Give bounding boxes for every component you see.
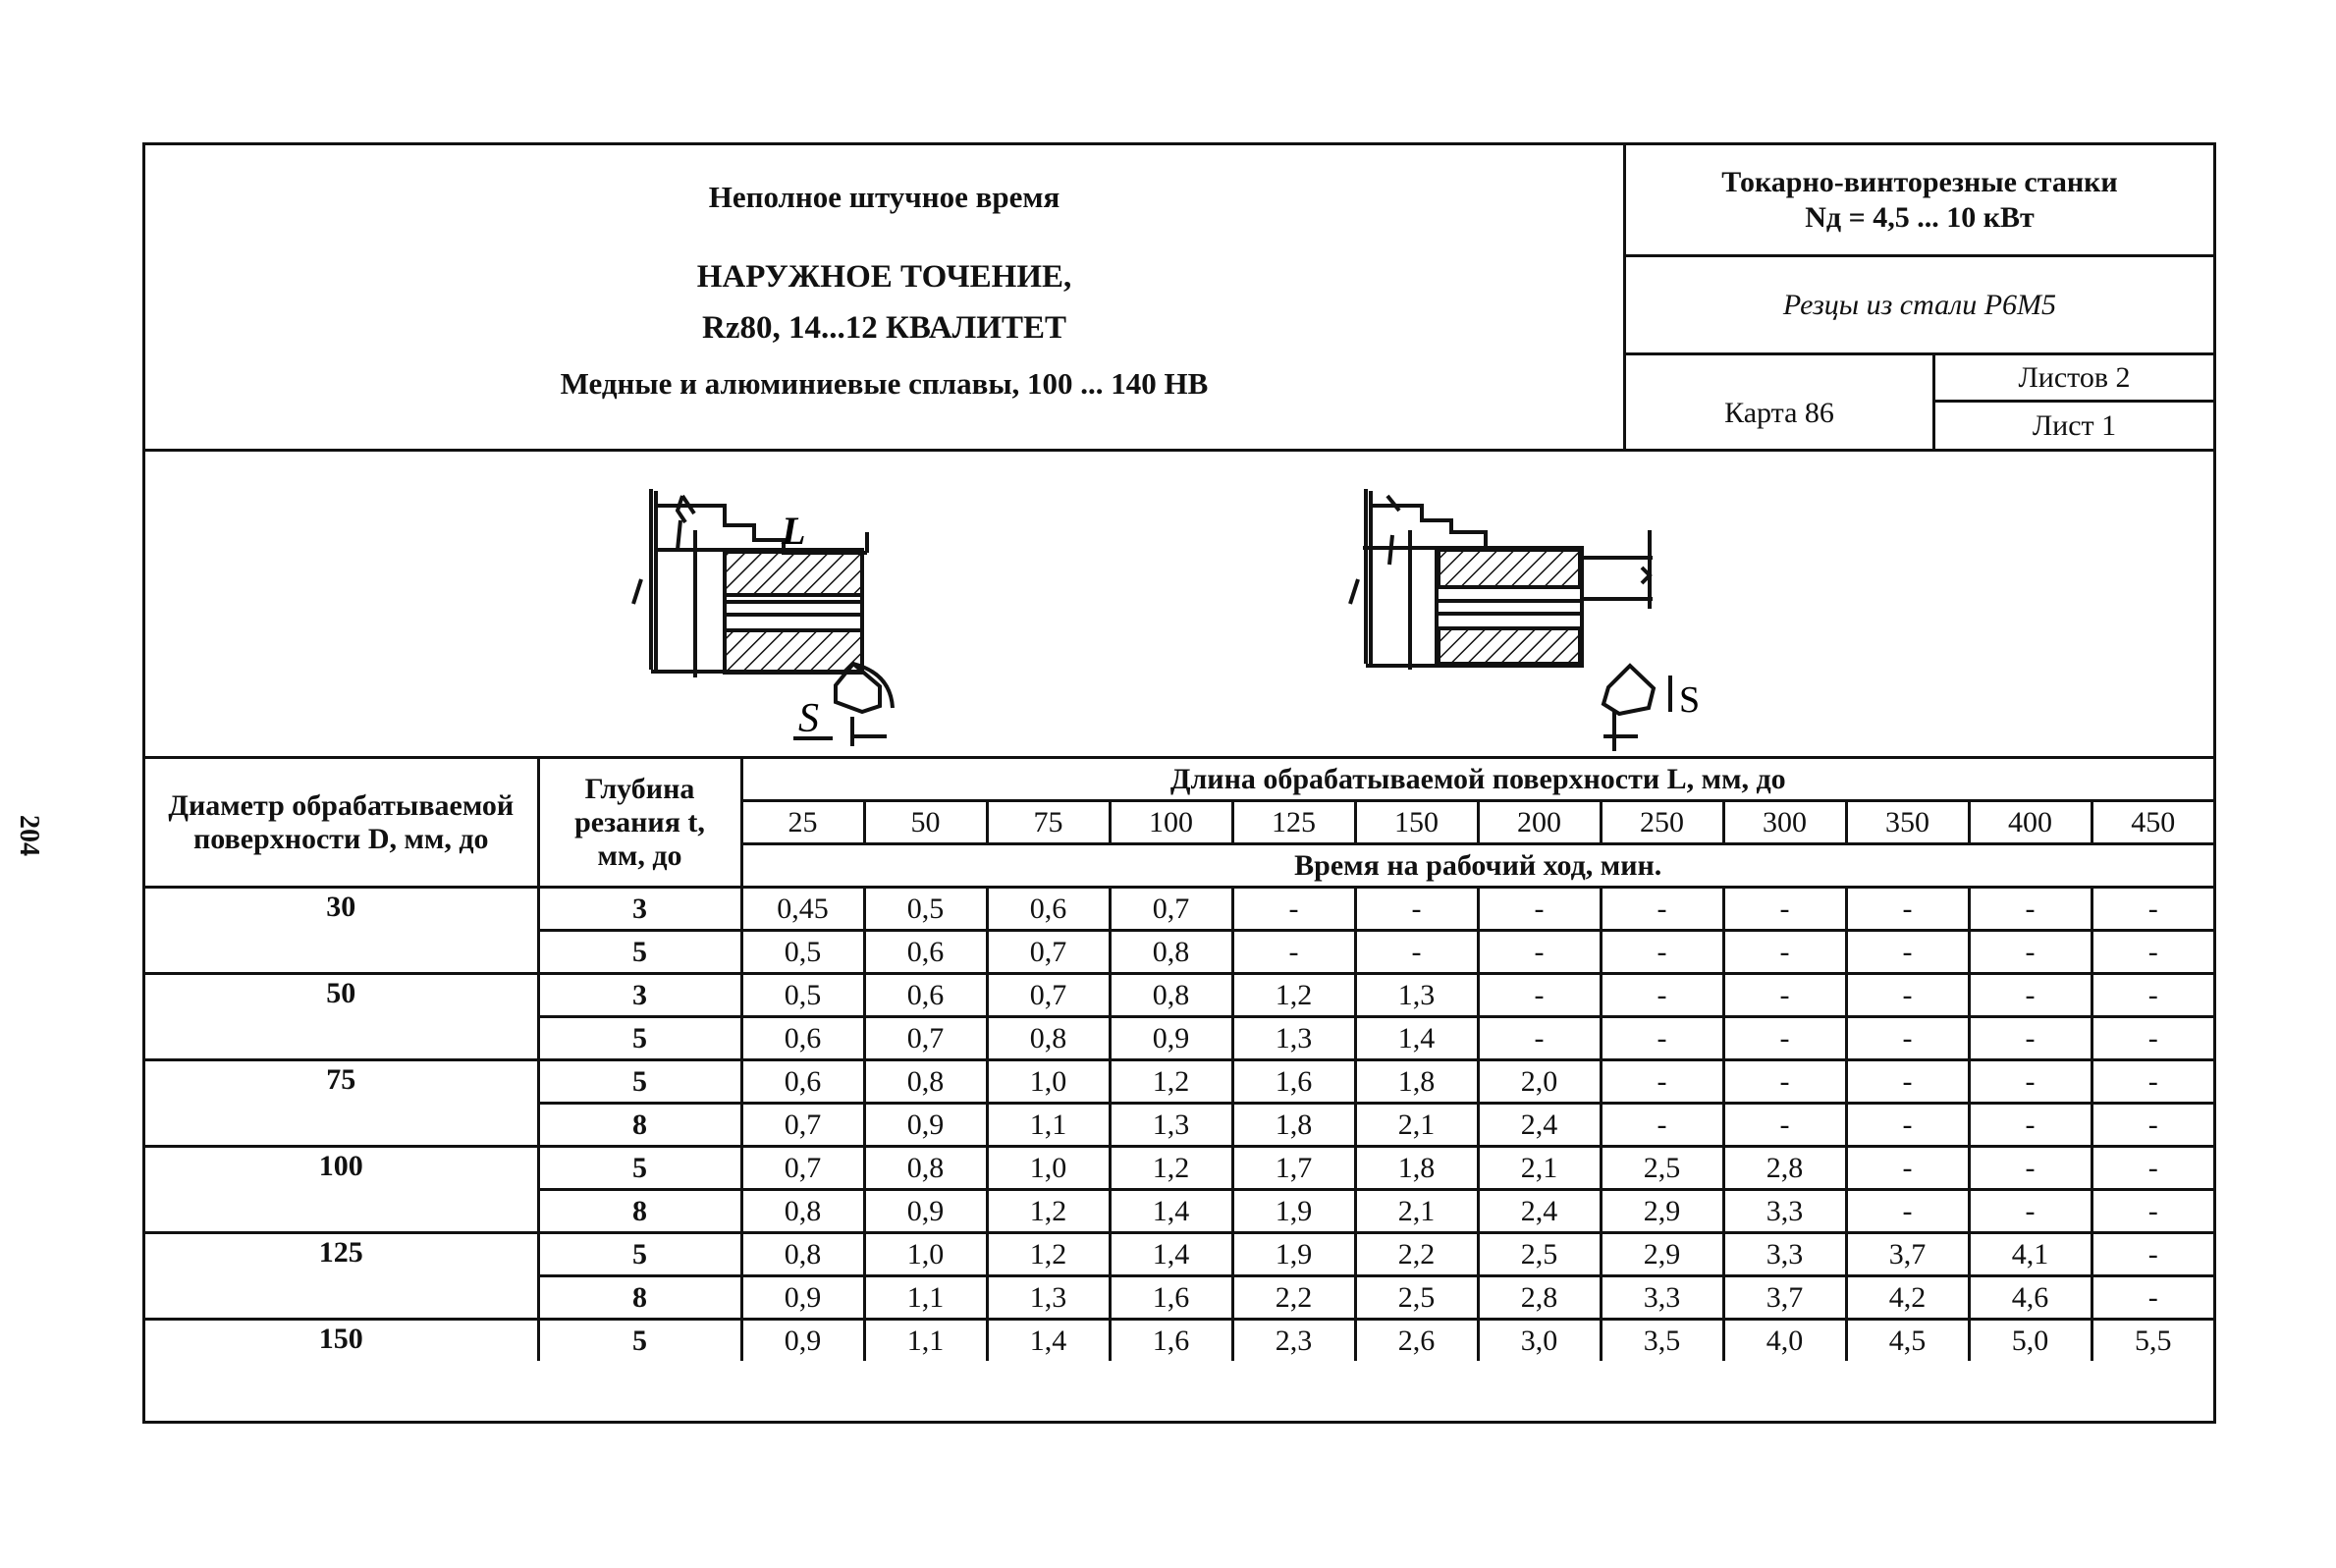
time-cell: 0,9 — [864, 1104, 987, 1147]
length-value: 300 — [1723, 801, 1846, 844]
length-value: 450 — [2092, 801, 2213, 844]
time-cell: 0,8 — [741, 1190, 864, 1233]
time-cell: 2,8 — [1723, 1147, 1846, 1190]
depth-cell: 3 — [538, 888, 741, 931]
depth-cell: 5 — [538, 1017, 741, 1060]
sketch-label-s1: S — [798, 696, 819, 741]
time-cell: - — [1478, 888, 1601, 931]
time-cell: 1,3 — [987, 1276, 1110, 1320]
time-cell: - — [1355, 888, 1478, 931]
time-cell: 1,1 — [987, 1104, 1110, 1147]
time-cell: 1,6 — [1110, 1320, 1232, 1362]
depth-cell: 3 — [538, 974, 741, 1017]
length-value: 125 — [1232, 801, 1355, 844]
time-cell: - — [2092, 1147, 2213, 1190]
diameter-cell: 50 — [145, 974, 538, 1060]
time-cell: 1,3 — [1355, 974, 1478, 1017]
sketch-right — [1350, 489, 1670, 751]
time-cell: - — [1969, 974, 2092, 1017]
length-value: 100 — [1110, 801, 1232, 844]
time-cell: 3,5 — [1601, 1320, 1723, 1362]
time-cell: 2,5 — [1601, 1147, 1723, 1190]
machining-sketch — [145, 452, 2213, 759]
time-cell: 1,6 — [1232, 1060, 1355, 1104]
time-cell: 4,5 — [1846, 1320, 1969, 1362]
length-value: 350 — [1846, 801, 1969, 844]
depth-cell: 8 — [538, 1276, 741, 1320]
time-cell: 0,7 — [864, 1017, 987, 1060]
depth-cell: 5 — [538, 1147, 741, 1190]
time-cell: - — [1601, 888, 1723, 931]
machine-cell — [1626, 145, 2213, 257]
sheets-count: Листов 2 — [1935, 355, 2213, 403]
time-cell: - — [1601, 974, 1723, 1017]
table-header-row — [145, 759, 2213, 801]
title-line-1: Неполное штучное время — [708, 180, 1060, 214]
time-cell: 1,4 — [1355, 1017, 1478, 1060]
time-cell: - — [1969, 1017, 2092, 1060]
time-cell: 0,8 — [987, 1017, 1110, 1060]
time-cell: 0,6 — [987, 888, 1110, 931]
time-cell: - — [2092, 888, 2213, 931]
time-cell: 0,7 — [1110, 888, 1232, 931]
time-cell: 2,5 — [1478, 1233, 1601, 1276]
time-cell: - — [1969, 888, 2092, 931]
time-cell: 0,7 — [987, 974, 1110, 1017]
time-cell: 1,0 — [987, 1147, 1110, 1190]
depth-cell: 8 — [538, 1104, 741, 1147]
time-cell: - — [1846, 1060, 1969, 1104]
time-cell: 0,6 — [741, 1017, 864, 1060]
length-header: Длина обрабатываемой поверхности L, мм, до — [741, 759, 2213, 801]
table-row — [145, 1233, 2213, 1276]
time-cell: 5,0 — [1969, 1320, 2092, 1362]
sketch-left — [633, 489, 893, 746]
sheet-number: Лист 1 — [2032, 409, 2117, 442]
time-cell: - — [1846, 1147, 1969, 1190]
table-row — [145, 1147, 2213, 1190]
card-number: Карта 86 — [1626, 355, 1935, 449]
sketch-label-s2: S — [1679, 679, 1701, 721]
time-cell: 3,0 — [1478, 1320, 1601, 1362]
depth-cell: 5 — [538, 1233, 741, 1276]
time-cell: 1,1 — [864, 1320, 987, 1362]
time-cell: - — [1846, 1190, 1969, 1233]
time-cell: - — [1969, 931, 2092, 974]
time-cell: - — [2092, 974, 2213, 1017]
time-cell: 0,8 — [864, 1060, 987, 1104]
time-cell: - — [2092, 1017, 2213, 1060]
diameter-cell: 75 — [145, 1060, 538, 1147]
time-header: Время на рабочий ход, мин. — [741, 844, 2213, 888]
time-cell: 2,9 — [1601, 1233, 1723, 1276]
time-cell: 2,1 — [1478, 1147, 1601, 1190]
time-cell: 0,5 — [741, 974, 864, 1017]
time-cell: - — [1723, 974, 1846, 1017]
title-block — [145, 145, 1626, 452]
table-row — [145, 974, 2213, 1017]
time-cell: 3,7 — [1846, 1233, 1969, 1276]
time-cell: - — [1478, 974, 1601, 1017]
time-cell: - — [1723, 888, 1846, 931]
time-cell: - — [1723, 931, 1846, 974]
time-cell: 0,8 — [741, 1233, 864, 1276]
time-cell: - — [2092, 1060, 2213, 1104]
time-cell: - — [1723, 1060, 1846, 1104]
time-cell: 1,2 — [1110, 1147, 1232, 1190]
time-cell: 2,9 — [1601, 1190, 1723, 1233]
time-cell: 2,2 — [1232, 1276, 1355, 1320]
time-cell: 3,3 — [1601, 1276, 1723, 1320]
time-cell: - — [1723, 1104, 1846, 1147]
time-cell: 1,4 — [1110, 1233, 1232, 1276]
time-cell: 2,3 — [1232, 1320, 1355, 1362]
time-cell: 1,8 — [1232, 1104, 1355, 1147]
length-value: 150 — [1355, 801, 1478, 844]
depth-cell: 5 — [538, 1320, 741, 1362]
time-cell: - — [1355, 931, 1478, 974]
time-cell: 1,2 — [987, 1190, 1110, 1233]
time-cell: 2,1 — [1355, 1104, 1478, 1147]
time-cell: 3,3 — [1723, 1190, 1846, 1233]
title-line-4: Медные и алюминиевые сплавы, 100 ... 140 НВ — [560, 366, 1209, 401]
length-value: 200 — [1478, 801, 1601, 844]
time-cell: 0,9 — [741, 1276, 864, 1320]
time-cell: - — [1478, 1017, 1601, 1060]
time-cell: 1,0 — [987, 1060, 1110, 1104]
length-value: 250 — [1601, 801, 1723, 844]
machine-block — [1626, 145, 2213, 452]
time-cell: 3,7 — [1723, 1276, 1846, 1320]
time-cell: 0,9 — [1110, 1017, 1232, 1060]
time-cell: 0,9 — [864, 1190, 987, 1233]
time-cell: - — [2092, 1190, 2213, 1233]
time-cell: 1,9 — [1232, 1190, 1355, 1233]
time-cell: - — [2092, 1276, 2213, 1320]
time-cell: 0,5 — [864, 888, 987, 931]
time-cell: 1,2 — [1232, 974, 1355, 1017]
diameter-cell: 125 — [145, 1233, 538, 1320]
depth-cell: 8 — [538, 1190, 741, 1233]
time-cell: 0,45 — [741, 888, 864, 931]
depth-cell: 5 — [538, 1060, 741, 1104]
time-cell: - — [1601, 1017, 1723, 1060]
time-cell: - — [1969, 1060, 2092, 1104]
time-cell: 2,8 — [1478, 1276, 1601, 1320]
length-value: 400 — [1969, 801, 2092, 844]
title-line-3: Rz80, 14...12 КВАЛИТЕТ — [702, 310, 1066, 346]
time-cell: - — [1232, 931, 1355, 974]
time-cell: 2,4 — [1478, 1190, 1601, 1233]
length-value: 75 — [987, 801, 1110, 844]
machine-type: Токарно-винторезные станки — [1721, 166, 2118, 198]
time-cell: 1,2 — [987, 1233, 1110, 1276]
time-cell: - — [1232, 888, 1355, 931]
time-cell: - — [1478, 931, 1601, 974]
time-cell: 1,2 — [1110, 1060, 1232, 1104]
time-cell: - — [1601, 931, 1723, 974]
time-cell: 0,8 — [1110, 931, 1232, 974]
time-cell: 0,7 — [741, 1147, 864, 1190]
depth-cell: 5 — [538, 931, 741, 974]
time-cell: - — [1601, 1060, 1723, 1104]
time-cell: 0,8 — [1110, 974, 1232, 1017]
column-depth: Глубина резания t, мм, до — [538, 759, 741, 888]
time-cell: 2,2 — [1355, 1233, 1478, 1276]
time-cell: - — [2092, 1104, 2213, 1147]
time-cell: 4,2 — [1846, 1276, 1969, 1320]
time-cell: 2,4 — [1478, 1104, 1601, 1147]
time-cell: 1,4 — [1110, 1190, 1232, 1233]
time-cell: - — [1846, 1104, 1969, 1147]
title-line-2: НАРУЖНОЕ ТОЧЕНИЕ, — [696, 259, 1072, 295]
time-cell: 1,3 — [1232, 1017, 1355, 1060]
time-cell: - — [1846, 931, 1969, 974]
time-cell: - — [1969, 1190, 2092, 1233]
page-number: 204 — [14, 815, 44, 856]
length-value: 25 — [741, 801, 864, 844]
time-cell: 5,5 — [2092, 1320, 2213, 1362]
time-cell: - — [1601, 1104, 1723, 1147]
time-cell: 1,8 — [1355, 1147, 1478, 1190]
time-cell: 0,6 — [864, 974, 987, 1017]
time-cell: 2,0 — [1478, 1060, 1601, 1104]
time-cell: 1,8 — [1355, 1060, 1478, 1104]
time-cell: 0,7 — [987, 931, 1110, 974]
time-cell: - — [1969, 1147, 2092, 1190]
sketch-label-l: L — [782, 509, 806, 553]
diameter-cell: 100 — [145, 1147, 538, 1233]
table-row — [145, 1320, 2213, 1362]
time-cell: - — [2092, 1233, 2213, 1276]
time-cell: 0,5 — [741, 931, 864, 974]
time-cell: 0,7 — [741, 1104, 864, 1147]
length-value: 50 — [864, 801, 987, 844]
time-cell: 2,6 — [1355, 1320, 1478, 1362]
time-cell: 1,4 — [987, 1320, 1110, 1362]
diameter-cell: 30 — [145, 888, 538, 974]
time-cell: 1,0 — [864, 1233, 987, 1276]
table-row — [145, 888, 2213, 931]
table-row — [145, 1060, 2213, 1104]
time-cell: 4,1 — [1969, 1233, 2092, 1276]
time-cell: 2,1 — [1355, 1190, 1478, 1233]
time-cell: - — [1723, 1017, 1846, 1060]
time-cell: 0,8 — [864, 1147, 987, 1190]
time-cell: 1,7 — [1232, 1147, 1355, 1190]
diameter-cell: 150 — [145, 1320, 538, 1362]
time-cell: - — [1846, 888, 1969, 931]
time-cell: 2,5 — [1355, 1276, 1478, 1320]
time-cell: - — [1846, 1017, 1969, 1060]
time-table — [145, 759, 2213, 1361]
normative-card — [142, 142, 2216, 1424]
time-cell: - — [2092, 931, 2213, 974]
time-cell: 0,6 — [741, 1060, 864, 1104]
time-cell: 1,3 — [1110, 1104, 1232, 1147]
time-cell: - — [1969, 1104, 2092, 1147]
machine-power: Nд = 4,5 ... 10 кВт — [1805, 201, 2035, 234]
time-cell: 1,1 — [864, 1276, 987, 1320]
time-cell: 1,6 — [1110, 1276, 1232, 1320]
time-cell: 4,6 — [1969, 1276, 2092, 1320]
time-cell: 0,6 — [864, 931, 987, 974]
time-cell: 0,9 — [741, 1320, 864, 1362]
column-diameter: Диаметр обрабатываемой поверхности D, мм, до — [145, 759, 538, 888]
time-cell: 3,3 — [1723, 1233, 1846, 1276]
turning-diagrams — [145, 452, 2213, 756]
time-cell: - — [1846, 974, 1969, 1017]
time-cell: 1,9 — [1232, 1233, 1355, 1276]
tool-cell: Резцы из стали Р6М5 — [1626, 257, 2213, 355]
time-cell: 4,0 — [1723, 1320, 1846, 1362]
